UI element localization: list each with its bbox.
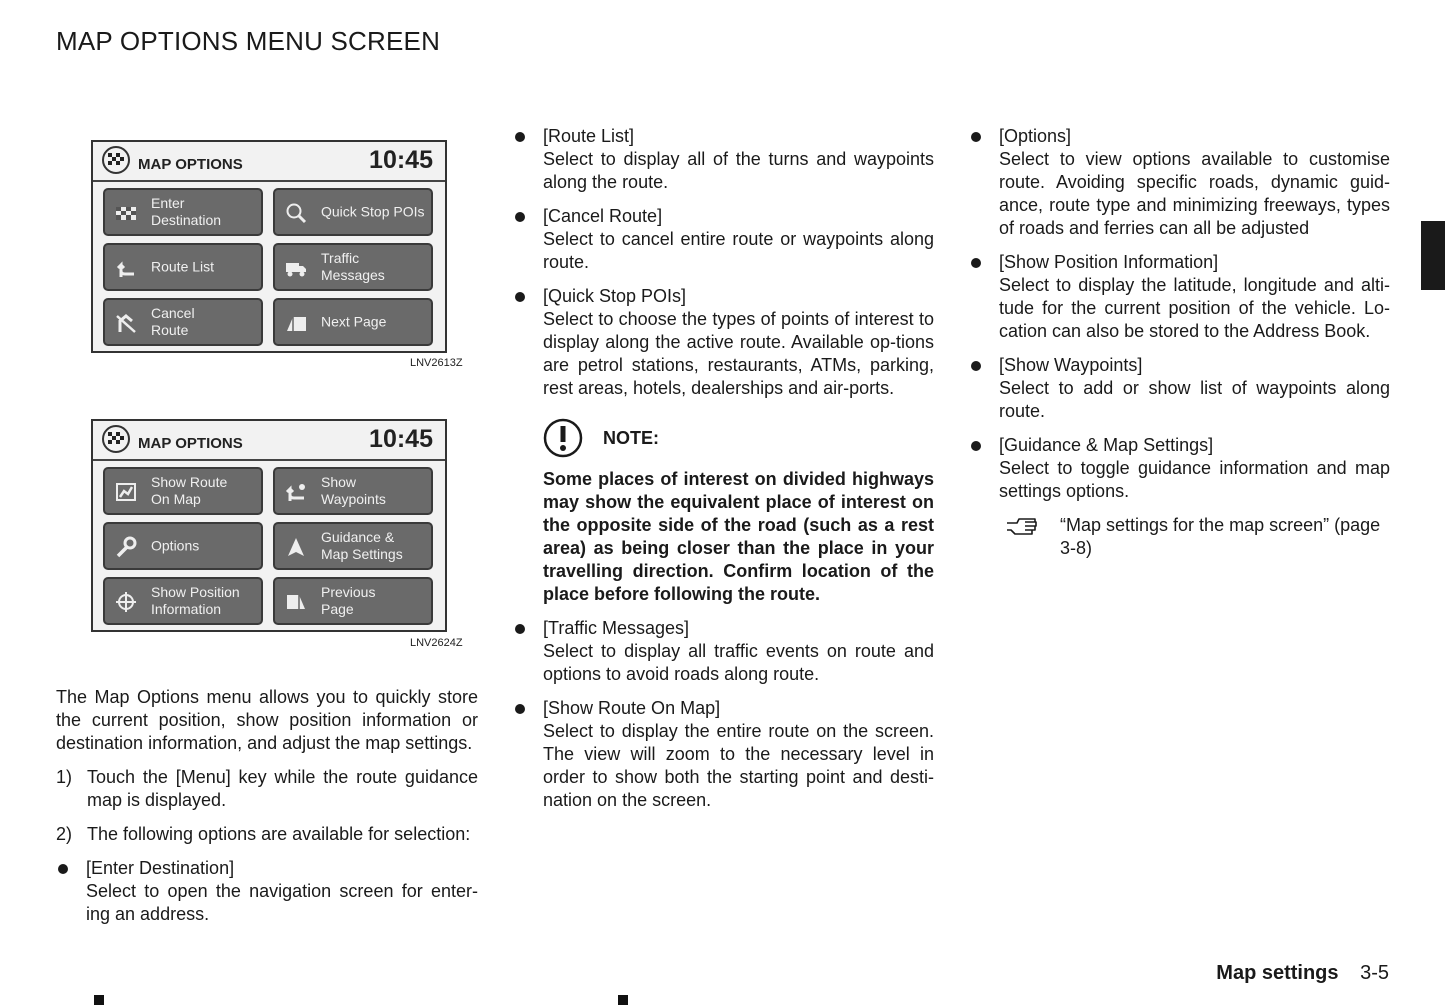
truck-icon (285, 257, 307, 279)
show-position-information-button[interactable] (103, 577, 263, 625)
bullet-heading: [Quick Stop POIs] (543, 286, 687, 306)
show-route-on-map-button[interactable] (103, 467, 263, 515)
screen-header (93, 142, 445, 182)
button-label: Show Waypoints (321, 474, 386, 507)
traffic-messages-button[interactable] (273, 243, 433, 291)
bullet-heading: [Traffic Messages] (543, 618, 690, 638)
bullet-body: Select to display the entire route on the screen. The view will zoom to the necessary level in order to show both the starting point and desti-nation on the screen. (543, 721, 934, 810)
crosshair-icon (115, 591, 137, 613)
screen-title: MAP OPTIONS (138, 435, 243, 452)
bullet-body: Select to cancel entire route or waypoints along route. (543, 229, 934, 272)
bullet-show-position-information (969, 251, 1390, 343)
note-title: NOTE: (603, 427, 659, 448)
checkered-flag-icon (102, 425, 130, 453)
warning-icon (543, 418, 583, 458)
bullet-cancel-route (513, 205, 934, 274)
bullet-show-waypoints (969, 354, 1390, 423)
crop-mark (618, 995, 628, 1005)
footer-page-number: 3-5 (1360, 962, 1389, 984)
button-label: Enter Destination (151, 195, 222, 228)
column-3 (969, 125, 1390, 560)
bullet-dot (971, 258, 981, 268)
figure-caption: LNV2613Z (410, 357, 463, 369)
bullet-heading: [Show Position Information] (999, 252, 1219, 272)
step-number: 1) (56, 767, 73, 787)
magnifier-icon (285, 202, 307, 224)
column-2 (513, 125, 934, 823)
previous-page-icon (285, 591, 307, 613)
bullet-body: Select to display the latitude, longitude and alti-tude for the current position of the vehicle. Lo-cation can also be stored to the Address Book. (999, 275, 1390, 341)
turn-arrow-icon (115, 257, 137, 279)
button-label: Route List (151, 258, 215, 275)
bullet-heading: [Route List] (543, 126, 635, 146)
crop-mark (94, 995, 104, 1005)
button-label: Quick Stop POIs (321, 203, 425, 220)
footer-section: Map settings (1216, 962, 1339, 984)
screen-title: MAP OPTIONS (138, 156, 243, 173)
bullet-dot (515, 212, 525, 222)
waypoints-icon (285, 481, 307, 503)
bullet-body: Select to choose the types of points of interest to display along the active route. Available op-tions are petrol stations, restaurants, ATMs, parking, rest areas, hotels, dealerships and air-ports. (543, 309, 934, 398)
enter-destination-button[interactable] (103, 188, 263, 236)
button-label: Show Position Information (151, 584, 240, 617)
cancel-route-button[interactable] (103, 298, 263, 346)
button-label: Options (151, 537, 200, 554)
bullet-guidance-map-settings (969, 434, 1390, 503)
button-label: Traffic Messages (321, 250, 385, 283)
previous-page-button[interactable] (273, 577, 433, 625)
button-label: Previous Page (321, 584, 376, 617)
bullet-traffic-messages (513, 617, 934, 686)
quick-stop-pois-button[interactable] (273, 188, 433, 236)
bullet-options (969, 125, 1390, 240)
chapter-tab (1421, 221, 1445, 290)
page-title: MAP OPTIONS MENU SCREEN (56, 26, 441, 56)
bullet-dot (515, 292, 525, 302)
step-text: Touch the [Menu] key while the route guidance map is displayed. (87, 767, 478, 810)
bullet-dot (58, 864, 68, 874)
bullet-body: Select to add or show list of waypoints along route. (999, 378, 1390, 421)
cancel-route-icon (115, 312, 137, 334)
reference-text: “Map settings for the map screen” (page 3-8) (1060, 515, 1381, 558)
button-label: Cancel Route (151, 305, 195, 338)
bullet-quick-stop-pois (513, 285, 934, 400)
note-box (513, 418, 934, 606)
note-body: Some places of interest on divided highways may show the equivalent place of interest on the opposite side of the road (such as a rest area) as being closer than the place in your travelling direction. Confirm location of the place before following the route. (543, 469, 934, 604)
step-number: 2) (56, 824, 73, 844)
map-options-screen-1 (91, 140, 447, 353)
route-list-button[interactable] (103, 243, 263, 291)
map-options-screen-2 (91, 419, 447, 632)
bullet-dot (515, 132, 525, 142)
guidance-map-settings-button[interactable] (273, 522, 433, 570)
bullet-heading: [Guidance & Map Settings] (999, 435, 1214, 455)
bullet-enter-destination (56, 857, 478, 926)
options-button[interactable] (103, 522, 263, 570)
step-2 (56, 823, 478, 846)
bullet-heading: [Enter Destination] (86, 858, 235, 878)
pointing-hand-icon (1005, 516, 1039, 536)
page-reference[interactable] (999, 514, 1390, 560)
button-label: Next Page (321, 313, 387, 330)
wrench-icon (115, 536, 137, 558)
bullet-body: Select to view options available to customise route. Avoiding specific roads, dynamic guid-ance, route type and minimizing freeways, types of roads and ferries can all be adjusted (999, 149, 1390, 238)
bullet-heading: [Options] (999, 126, 1072, 146)
column-1 (56, 686, 478, 937)
bullet-body: Select to display all of the turns and waypoints along the route. (543, 149, 934, 192)
screen-clock: 10:45 (369, 146, 433, 174)
show-waypoints-button[interactable] (273, 467, 433, 515)
bullet-heading: [Show Waypoints] (999, 355, 1143, 375)
bullet-show-route-on-map (513, 697, 934, 812)
next-page-button[interactable] (273, 298, 433, 346)
bullet-dot (515, 624, 525, 634)
page-footer (1216, 962, 1389, 985)
screen-clock: 10:45 (369, 425, 433, 453)
screen-header (93, 421, 445, 461)
bullet-body: Select to toggle guidance information and map settings options. (999, 458, 1390, 501)
bullet-body: Select to open the navigation screen for enter-ing an address. (86, 881, 478, 924)
bullet-dot (971, 441, 981, 451)
figure-caption: LNV2624Z (410, 637, 463, 649)
guidance-icon (285, 536, 307, 558)
bullet-dot (515, 704, 525, 714)
next-page-icon (285, 312, 307, 334)
route-map-icon (115, 481, 137, 503)
bullet-heading: [Show Route On Map] (543, 698, 721, 718)
intro-paragraph: The Map Options menu allows you to quickly store the current position, show position information or destination information, and adjust the map settings. (56, 687, 478, 753)
button-label: Guidance & Map Settings (321, 529, 403, 562)
bullet-route-list (513, 125, 934, 194)
bullet-dot (971, 361, 981, 371)
checkered-flag-icon (115, 202, 137, 224)
checkered-flag-icon (102, 146, 130, 174)
bullet-dot (971, 132, 981, 142)
button-label: Show Route On Map (151, 474, 228, 507)
step-text: The following options are available for selection: (87, 824, 471, 844)
step-1 (56, 766, 478, 812)
bullet-body: Select to display all traffic events on route and options to avoid roads along route. (543, 641, 934, 684)
bullet-heading: [Cancel Route] (543, 206, 663, 226)
